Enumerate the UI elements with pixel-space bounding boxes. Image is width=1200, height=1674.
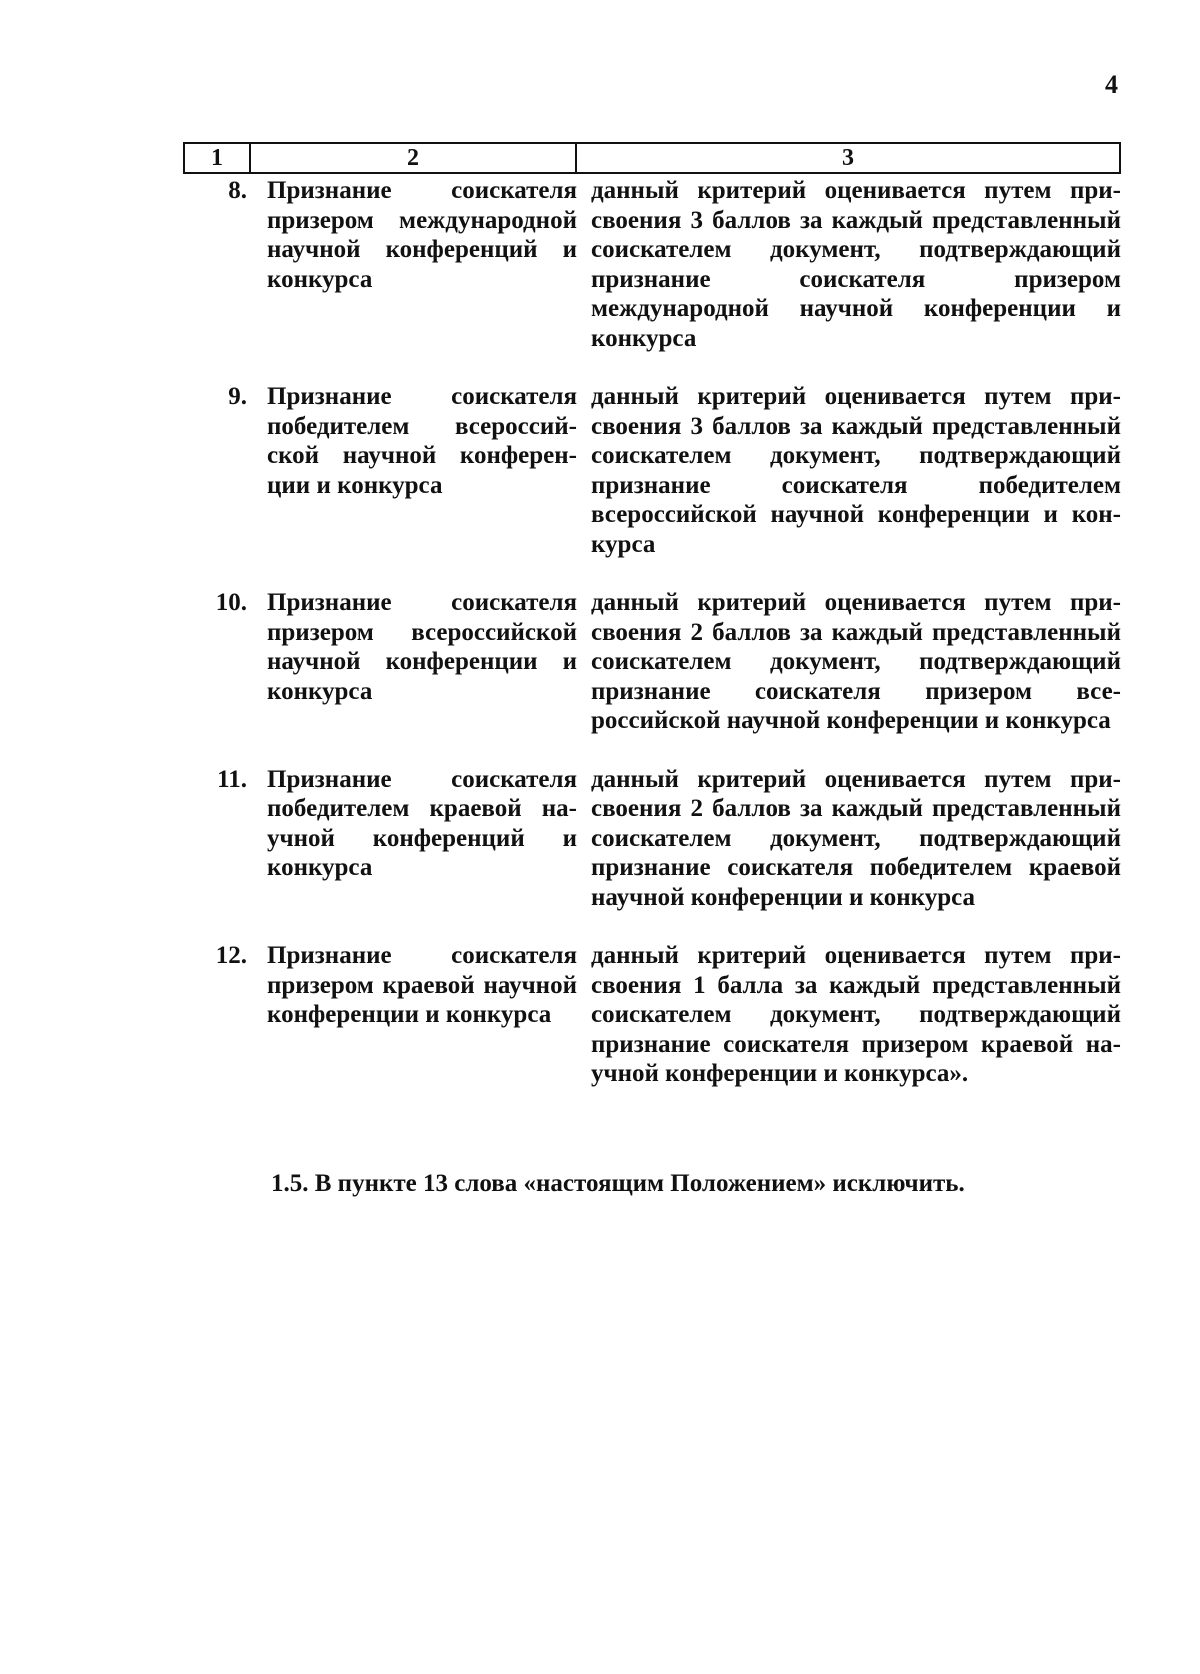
criterion-description: данный критерий оценивается путем присвоения 2 баллов за каждый представленный соискателем документ, подтверждающий признание соискателя призером всероссийской научной конференции и конкурса xyxy=(591,589,1121,734)
table-header xyxy=(183,142,1121,174)
criterion-name: Признание соискателя победителем всероссийской научной конференции и конкурса xyxy=(267,383,577,499)
column-header-3: 3 xyxy=(576,143,1120,173)
page-number: 4 xyxy=(1105,70,1118,99)
criterion-name: Признание соискателя победителем краевой научной конференций и конкурса xyxy=(267,765,577,881)
table-row xyxy=(183,765,1121,913)
row-number: 12. xyxy=(215,942,247,969)
column-header-1: 1 xyxy=(184,143,250,173)
column-header-2: 2 xyxy=(250,143,576,173)
row-number: 11. xyxy=(217,765,247,793)
criterion-description: данный критерий оценивается путем присвоения 3 баллов за каждый представленный соискателем документ, подтверждающий признание соискателя победителем всероссийской научной конференции и конкурса xyxy=(591,383,1121,558)
criteria-table-body xyxy=(183,176,1121,1118)
criterion-description: данный критерий оценивается путем присвоения 3 баллов за каждый представленный соискателем документ, подтверждающий признание соискателя призером международной научной конференции и конкурса xyxy=(591,177,1121,352)
criterion-name: Признание соискателя призером всероссийской научной конференции и конкурса xyxy=(267,589,577,705)
table-row xyxy=(183,176,1121,353)
table-row xyxy=(183,382,1121,559)
criterion-name: Признание соискателя призером международной научной конференций и конкурса xyxy=(267,177,577,293)
table-row xyxy=(183,941,1121,1089)
row-number: 9. xyxy=(228,383,247,410)
row-number: 8. xyxy=(228,177,247,204)
table-row xyxy=(183,588,1121,736)
criterion-name: Признание соискателя призером краевой научной конференции и конкурса xyxy=(267,942,577,1028)
amendment-note: 1.5. В пункте 13 слова «настоящим Положением» исключить. xyxy=(271,1170,965,1197)
criterion-description: данный критерий оценивается путем присвоения 1 балла за каждый представленный соискателем документ, подтверждающий признание соискателя призером краевой научной конференции и конкурса». xyxy=(591,942,1121,1087)
row-number: 10. xyxy=(215,589,247,616)
criterion-description: данный критерий оценивается путем присвоения 2 баллов за каждый представленный соискателем документ, подтверждающий признание соискателя победителем краевой научной конференции и конкурса xyxy=(591,765,1121,911)
